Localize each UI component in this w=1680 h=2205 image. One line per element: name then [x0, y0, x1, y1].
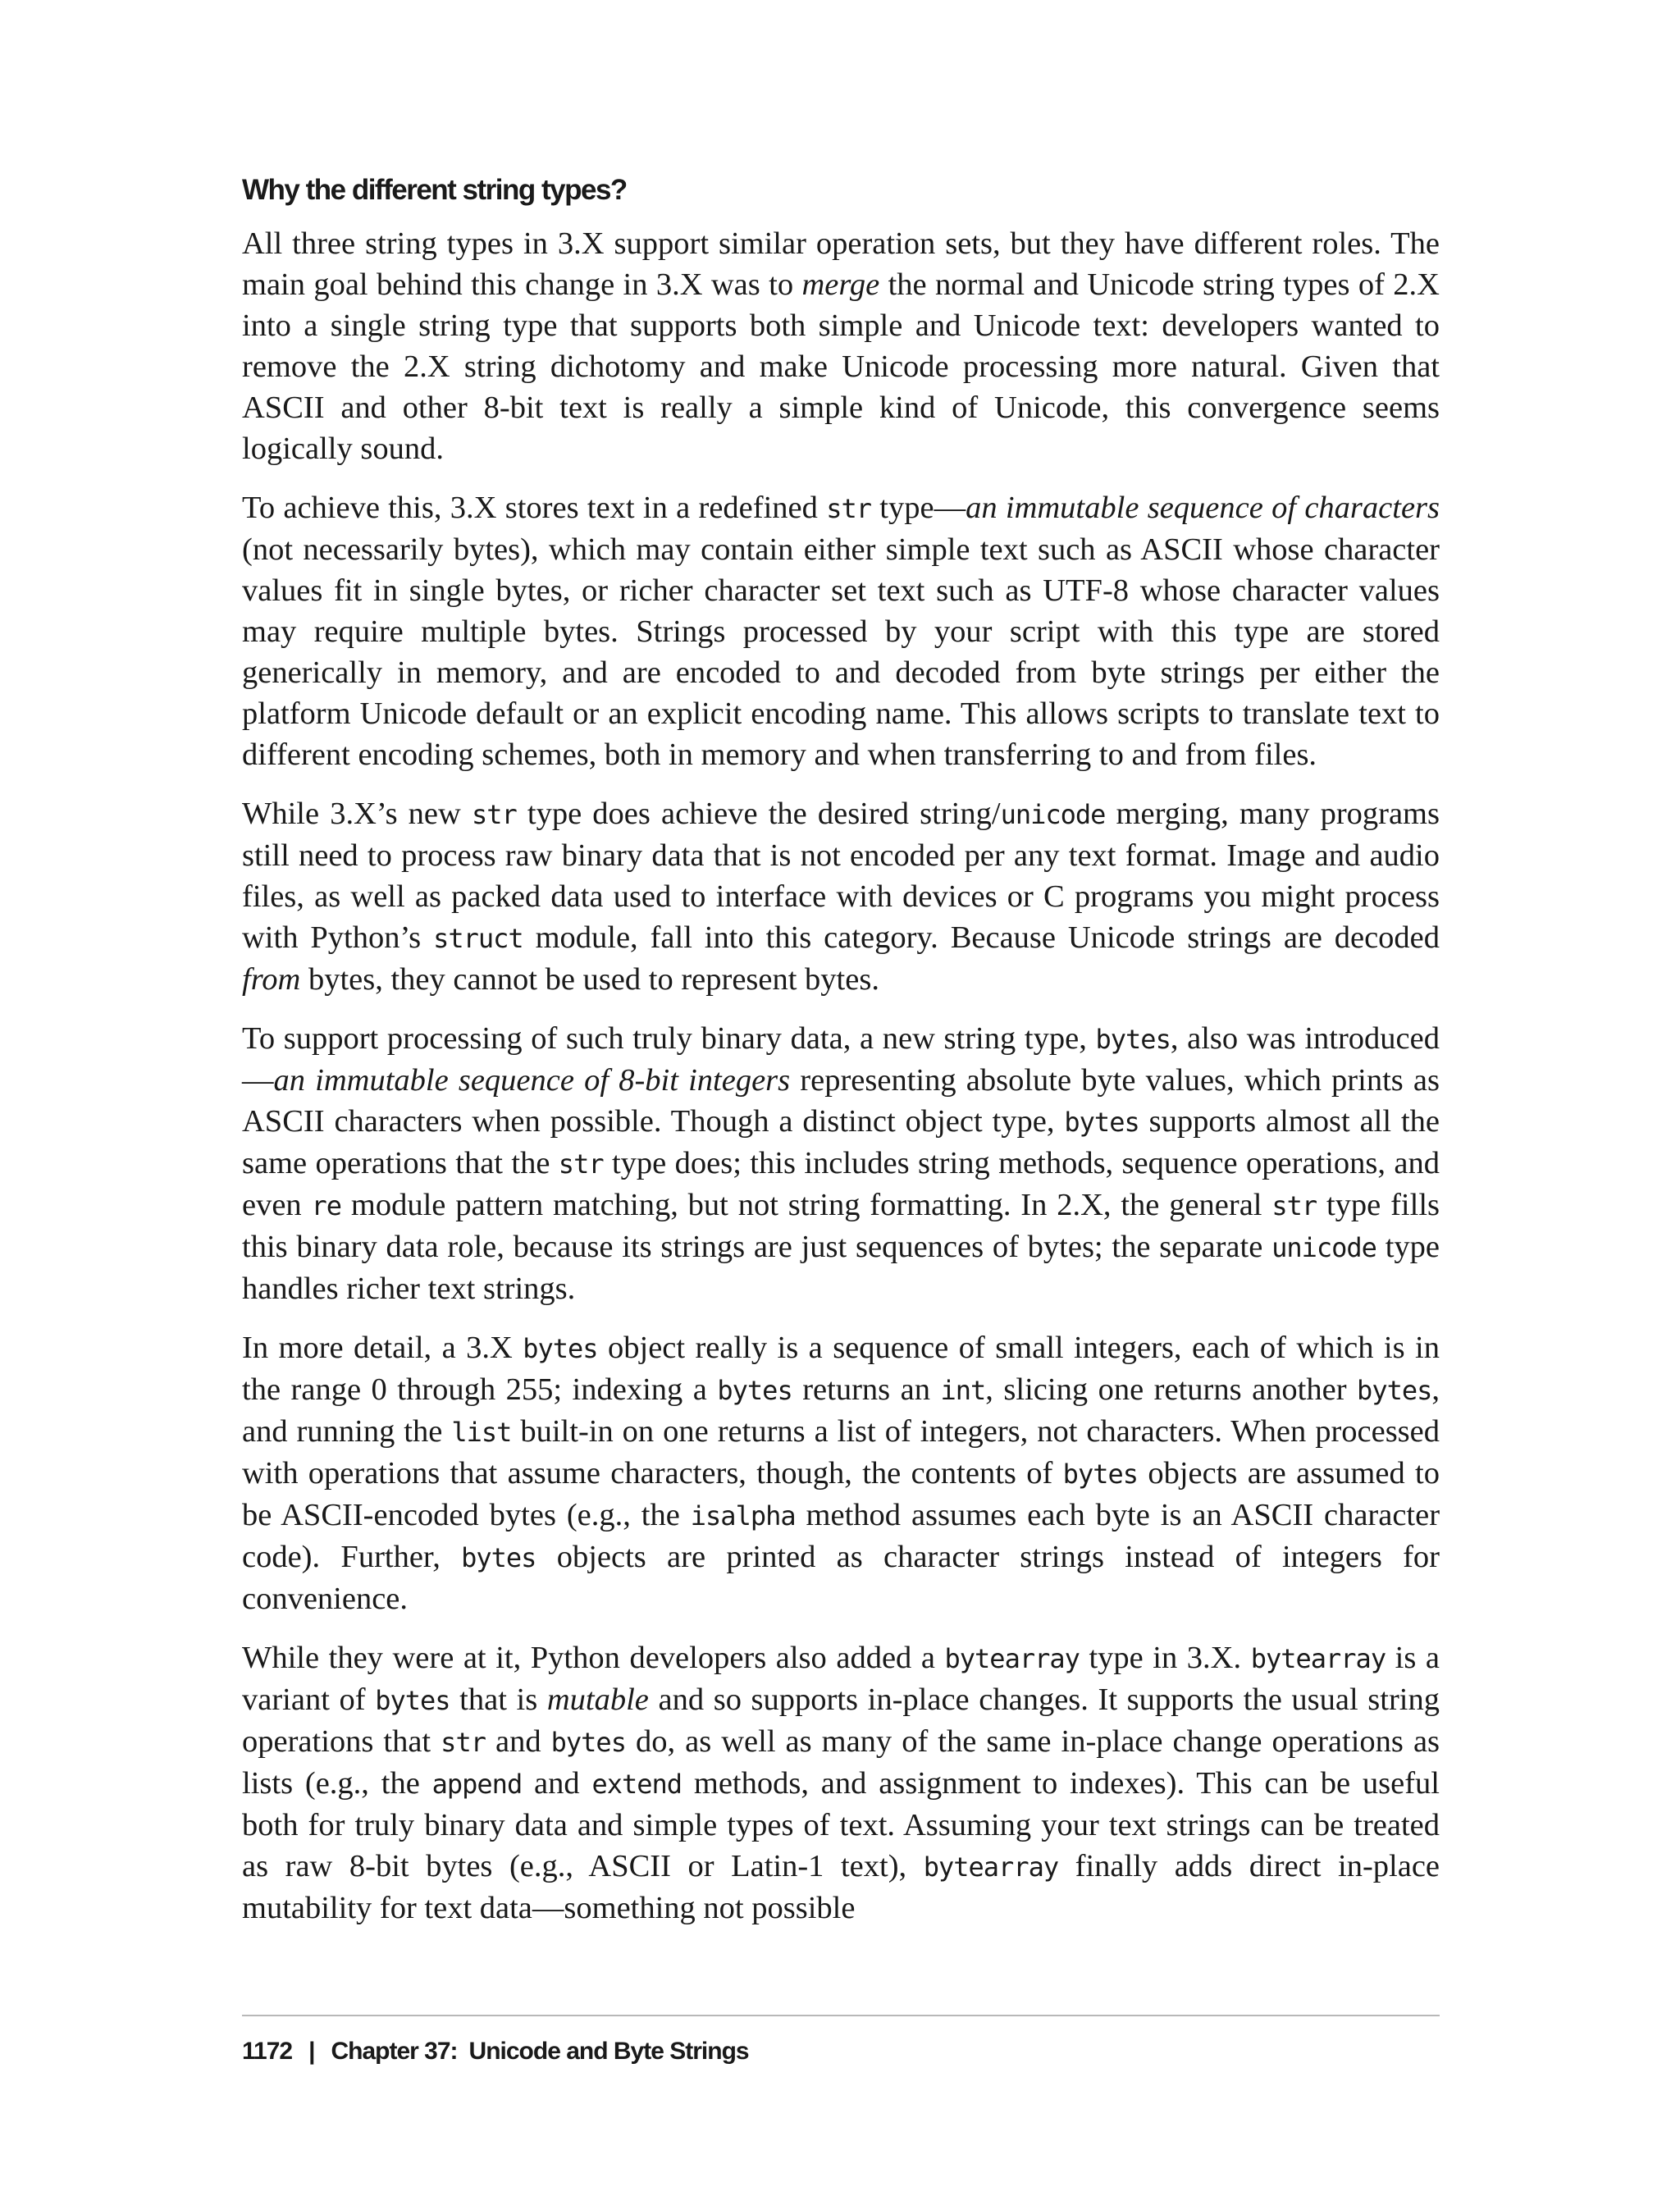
- text-run: module pattern matching, but not string formatting. In 2.X, the general: [341, 1188, 1272, 1222]
- text-run: merging, many programs still need to process raw binary data that is not encoded per any text format. Image and audio files, as well as packed data used to interface with devices or C programs you might process with Python’s: [242, 797, 1440, 955]
- page-footer: [242, 2015, 1440, 2066]
- text-run: While they were at it, Python developers also added a: [242, 1641, 945, 1675]
- paragraph: [242, 223, 1440, 469]
- text-run: type does achieve the desired string/: [516, 797, 1001, 831]
- inline-code: bytearray: [1250, 1643, 1386, 1674]
- text-run: type in 3.X.: [1079, 1641, 1251, 1675]
- text-run: type fills this binary data role, because its strings are just sequences of bytes; the separate: [242, 1188, 1440, 1264]
- text-run: To achieve this, 3.X stores text in a redefined: [242, 491, 827, 525]
- text-run: built-in on one returns a list of integers, not characters. When processed with operations that assume characters, though, the contents of: [242, 1414, 1440, 1491]
- inline-code: unicode: [1000, 799, 1106, 830]
- text-run: the normal and Unicode string types of 2.X into a single string type that supports both simple and Unicode text: developers wanted to remove the 2.X string dichotomy and make Unicode processing more natural. Given that ASCII and other 8-bit text is really a simple kind of Unicode, this convergence seems logically sound.: [242, 267, 1440, 466]
- text-run: To support processing of such truly binary data, a new string type,: [242, 1021, 1096, 1056]
- text-run: returns an: [792, 1372, 941, 1407]
- inline-code: bytes: [1062, 1459, 1138, 1490]
- text-run: In more detail, a 3.X: [242, 1331, 523, 1365]
- paragraph: [242, 1327, 1440, 1619]
- text-run: and: [485, 1724, 551, 1759]
- emphasis: merge: [801, 267, 880, 302]
- paragraph: [242, 1018, 1440, 1309]
- text-run: type handles richer text strings.: [242, 1230, 1440, 1306]
- text-run: objects are assumed to be ASCII-encoded bytes (e.g., the: [242, 1456, 1440, 1532]
- text-run: supports almost all the same operations that the: [242, 1104, 1440, 1180]
- inline-code: str: [826, 493, 871, 524]
- inline-code: bytearray: [923, 1851, 1059, 1883]
- inline-code: unicode: [1271, 1232, 1376, 1263]
- text-run: module, fall into this category. Because Unicode strings are decoded: [523, 920, 1440, 955]
- section-title: Why the different string types?: [242, 174, 627, 206]
- text-run: type does; this includes string methods, sequence operations, and even: [242, 1146, 1440, 1222]
- inline-code: bytes: [461, 1542, 536, 1573]
- footer-separator: |: [308, 2038, 315, 2065]
- page-content: [242, 174, 1440, 1947]
- text-run: type—: [870, 491, 966, 525]
- text-run: objects are printed as character strings instead of integers for convenience.: [242, 1540, 1440, 1616]
- inline-code: extend: [591, 1769, 682, 1800]
- page-number: 1172: [242, 2038, 293, 2065]
- emphasis: an immutable sequence of 8-bit integers: [273, 1063, 791, 1098]
- inline-code: str: [558, 1148, 604, 1180]
- inline-code: bytes: [717, 1375, 792, 1406]
- text-run: object really is a sequence of small integers, each of which is in the range 0 through 255; indexing a: [242, 1331, 1440, 1407]
- inline-code: str: [1271, 1190, 1317, 1221]
- chapter-title: Chapter 37: Unicode and Byte Strings: [331, 2038, 749, 2065]
- emphasis: an immutable sequence of characters: [966, 491, 1440, 525]
- footer-text: [242, 2038, 1440, 2066]
- paragraph: [242, 793, 1440, 1000]
- inline-code: bytes: [523, 1333, 598, 1364]
- inline-code: list: [451, 1417, 512, 1448]
- inline-code: bytes: [1357, 1375, 1432, 1406]
- paragraph: [242, 1637, 1440, 1929]
- inline-code: bytes: [1064, 1107, 1139, 1138]
- text-run: , slicing one returns another: [985, 1372, 1358, 1407]
- text-run: that is: [450, 1682, 547, 1717]
- footer-rule: [242, 2015, 1440, 2016]
- inline-code: bytearray: [944, 1643, 1080, 1674]
- text-run: methods, and assignment to indexes). This can be useful both for truly binary data and simple types of text. Assuming your text strings can be treated as raw 8-bit bytes (e.g., ASCII or Latin-1 text),: [242, 1766, 1440, 1883]
- text-run: While 3.X’s new: [242, 797, 472, 831]
- text-run: do, as well as many of the same in-place change operations as lists (e.g., the: [242, 1724, 1440, 1801]
- text-run: bytes, they cannot be used to represent bytes.: [300, 962, 879, 997]
- emphasis: from: [242, 962, 301, 997]
- inline-code: append: [431, 1769, 523, 1800]
- emphasis: mutable: [546, 1682, 649, 1717]
- inline-code: str: [441, 1727, 486, 1758]
- text-run: is a variant of: [242, 1641, 1440, 1717]
- inline-code: str: [471, 799, 517, 830]
- text-run: (not necessarily bytes), which may contain either simple text such as ASCII whose character values fit in single bytes, or richer character set text such as UTF-8 whose character values may require multiple bytes. Strings processed by your script with this type are stored generically in memory, and are encoded to and decoded from byte strings per either the platform Unicode default or an explicit encoding name. This allows scripts to translate text to different encoding schemes, both in memory and when transferring to and from files.: [242, 532, 1440, 772]
- paragraph: [242, 487, 1440, 775]
- inline-code: bytes: [1095, 1024, 1171, 1055]
- text-run: , also was introduced—: [242, 1021, 1440, 1098]
- inline-code: bytes: [375, 1685, 450, 1716]
- inline-code: struct: [433, 923, 523, 954]
- text-run: representing absolute byte values, which prints as ASCII characters when possible. Though a distinct object type,: [242, 1063, 1440, 1139]
- inline-code: re: [311, 1190, 342, 1221]
- text-run: , and running the: [242, 1372, 1440, 1449]
- text-run: finally adds direct in-place mutability for text data—something not possible: [242, 1849, 1440, 1925]
- text-run: method assumes each byte is an ASCII character code). Further,: [242, 1498, 1440, 1574]
- inline-code: bytes: [550, 1727, 626, 1758]
- inline-code: int: [940, 1375, 986, 1406]
- inline-code: isalpha: [690, 1500, 796, 1532]
- text-run: All three string types in 3.X support similar operation sets, but they have different roles. The main goal behind this change in 3.X was to: [242, 226, 1440, 302]
- text-run: and so supports in-place changes. It supports the usual string operations that: [242, 1682, 1440, 1759]
- text-run: and: [522, 1766, 592, 1801]
